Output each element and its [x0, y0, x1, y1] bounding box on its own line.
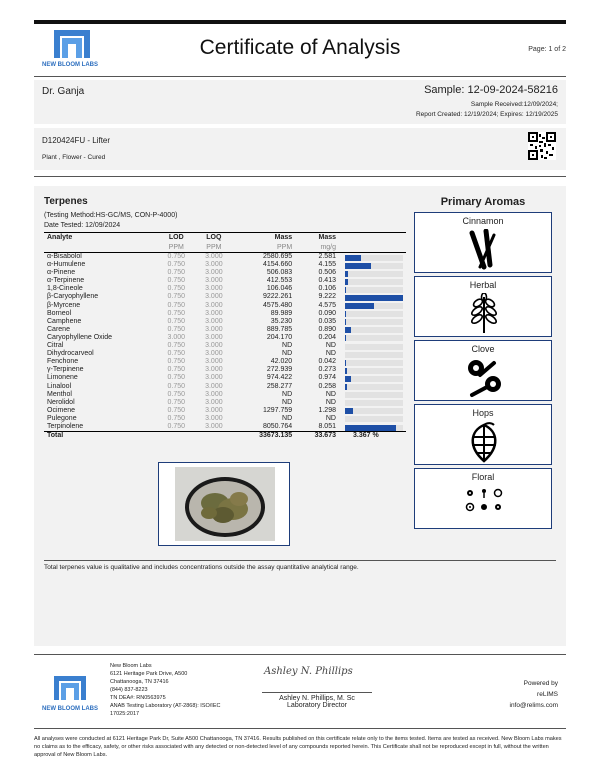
- logo-mark-inner: [62, 38, 82, 58]
- mass-ppm: 1297.759: [262, 406, 293, 414]
- mass-mgg: 0.042: [318, 358, 336, 366]
- mass-ppm: 106.046: [266, 285, 293, 293]
- analyte-name: Pulegone: [47, 414, 77, 422]
- terpene-row: [44, 334, 406, 342]
- lab-line: (844) 837-8223: [110, 687, 148, 693]
- unit-lod: PPM: [157, 243, 195, 253]
- brand-logo: [42, 30, 102, 74]
- mass-ppm: ND: [282, 398, 293, 406]
- loq-value: 3.000: [205, 317, 223, 325]
- analyte-name: Fenchone: [47, 358, 79, 366]
- clove-icon: [464, 357, 504, 399]
- lod-value: 0.750: [167, 422, 186, 430]
- analyte-name: Carene: [47, 325, 70, 333]
- concentration-bar-fill: [345, 287, 346, 293]
- concentration-bar: [345, 408, 403, 414]
- aroma-label: Cinnamon: [462, 216, 504, 226]
- col-analyte: Analyte: [44, 233, 157, 244]
- mass-ppm: 258.277: [266, 382, 293, 390]
- mass-ppm: 4154.660: [262, 261, 293, 269]
- powered-email[interactable]: info@relims.com: [509, 702, 558, 709]
- mass-ppm: 506.083: [266, 269, 293, 277]
- loq-value: 3.000: [205, 333, 223, 341]
- concentration-bar: [345, 416, 403, 422]
- concentration-bar: [345, 352, 403, 358]
- terpene-row: [44, 423, 406, 432]
- brand-name: NEW BLOOM LABS: [42, 62, 98, 68]
- loq-value: 3.000: [205, 293, 223, 301]
- mass-mgg: 4.575: [318, 301, 336, 309]
- concentration-bar-fill: [345, 263, 371, 269]
- loq-value: 3.000: [205, 414, 223, 422]
- analyte-name: γ-Terpinene: [47, 366, 84, 374]
- loq-value: 3.000: [205, 350, 223, 358]
- lod-value: 0.750: [167, 261, 186, 269]
- terpene-row: [44, 269, 406, 277]
- lod-value: 0.750: [167, 366, 186, 374]
- col-mass-mgg: Mass: [295, 233, 339, 244]
- sample-received: Sample Received:12/09/2024;: [470, 101, 558, 108]
- lod-value: 0.750: [167, 285, 186, 293]
- concentration-bar: [345, 287, 403, 293]
- analyte-name: β-Myrcene: [47, 301, 81, 309]
- bar-cell: [339, 383, 406, 391]
- concentration-bar: [345, 279, 403, 285]
- terpene-row: [44, 366, 406, 374]
- mass-ppm: 272.939: [266, 366, 293, 374]
- loq-value: 3.000: [205, 406, 223, 414]
- concentration-bar-fill: [345, 376, 351, 382]
- mass-mgg: 0.204: [318, 333, 336, 341]
- bar-cell: [339, 253, 406, 262]
- product-panel: [34, 128, 566, 170]
- total-ppm: 33673.135: [233, 432, 295, 441]
- lab-line: ANAB Testing Laboratory (AT-2868): ISO/IEC: [110, 703, 221, 709]
- analyte-name: Citral: [47, 342, 64, 350]
- mass-mgg: 0.106: [318, 285, 336, 293]
- lab-line: 6121 Heritage Park Drive, A500: [110, 671, 188, 677]
- analyte-name: Camphene: [47, 317, 82, 325]
- terpene-row: [44, 277, 406, 285]
- terpene-row: [44, 350, 406, 358]
- mass-mgg: 0.506: [318, 269, 336, 277]
- mass-ppm: 2580.695: [262, 253, 293, 260]
- terpene-row: [44, 302, 406, 310]
- analyte-name: Nerolidol: [47, 398, 75, 406]
- lod-value: 0.750: [167, 358, 186, 366]
- bar-cell: [339, 399, 406, 407]
- bar-cell: [339, 342, 406, 350]
- concentration-bar-fill: [345, 368, 347, 374]
- lod-value: 0.750: [167, 317, 186, 325]
- concentration-bar: [345, 303, 403, 309]
- aroma-label: Floral: [471, 472, 495, 482]
- footer-logo-mark-inner: [61, 683, 79, 700]
- terpene-row: [44, 383, 406, 391]
- total-label: Total: [44, 432, 157, 441]
- bar-cell: [339, 277, 406, 285]
- aroma-floral: [414, 468, 552, 529]
- concentration-bar: [345, 376, 403, 382]
- mass-ppm: ND: [282, 390, 293, 398]
- aromas-heading: Primary Aromas: [440, 196, 526, 208]
- analyte-name: α-Terpinene: [47, 277, 85, 285]
- terpene-row: [44, 415, 406, 423]
- loq-value: 3.000: [205, 269, 223, 277]
- bar-cell: [339, 366, 406, 374]
- product-id: D120424FU - Lifter: [42, 136, 111, 145]
- cinnamon-icon: [464, 229, 504, 271]
- lod-value: 0.750: [167, 382, 186, 390]
- concentration-bar: [345, 400, 403, 406]
- bar-cell: [339, 318, 406, 326]
- concentration-bar: [345, 384, 403, 390]
- lab-line: New Bloom Labs: [110, 663, 152, 669]
- lod-value: 0.750: [167, 253, 186, 260]
- herbal-icon: [464, 293, 504, 335]
- concentration-bar: [345, 263, 403, 269]
- lod-value: 0.750: [167, 301, 186, 309]
- qr-code-icon[interactable]: [528, 132, 556, 160]
- bar-cell: [339, 293, 406, 301]
- lod-value: 0.750: [167, 374, 186, 382]
- terpene-row: [44, 310, 406, 318]
- mass-mgg: 0.974: [318, 374, 336, 382]
- signature: Ashley N. Phillips: [264, 666, 353, 677]
- concentration-bar: [345, 392, 403, 398]
- concentration-bar: [345, 327, 403, 333]
- date-tested: Date Tested: 12/09/2024: [44, 222, 121, 229]
- bar-cell: [339, 302, 406, 310]
- bar-cell: [339, 423, 406, 432]
- mass-ppm: 35.230: [270, 317, 293, 325]
- loq-value: 3.000: [205, 253, 223, 260]
- analyte-name: α-Pinene: [47, 269, 76, 277]
- analyte-name: Ocimene: [47, 406, 76, 414]
- bar-cell: [339, 269, 406, 277]
- loq-value: 3.000: [205, 366, 223, 374]
- lod-value: 3.000: [167, 333, 186, 341]
- lod-value: 0.750: [167, 390, 186, 398]
- concentration-bar-fill: [345, 279, 348, 285]
- mass-ppm: ND: [282, 350, 293, 358]
- terpene-row: [44, 391, 406, 399]
- aroma-herbal: [414, 276, 552, 337]
- report-created: Report Created: 12/19/2024; Expires: 12/19/2025: [415, 111, 558, 118]
- footer-brand: NEW BLOOM LABS: [42, 706, 98, 712]
- floral-icon: [464, 485, 504, 523]
- bar-cell: [339, 350, 406, 358]
- lab-address: [110, 662, 220, 718]
- concentration-bar: [345, 319, 403, 325]
- concentration-bar: [345, 368, 403, 374]
- sample-dates: [416, 100, 558, 120]
- client-panel: [34, 80, 566, 124]
- lod-value: 0.750: [167, 342, 186, 350]
- aroma-label: Hops: [472, 408, 494, 418]
- footer-logo: [42, 676, 102, 716]
- loq-value: 3.000: [205, 325, 223, 333]
- concentration-bar: [345, 344, 403, 350]
- powered-by: [510, 678, 559, 711]
- concentration-bar: [345, 425, 403, 431]
- sample-photo-frame: [158, 462, 290, 546]
- lab-line: 17025:2017: [110, 711, 140, 717]
- loq-value: 3.000: [205, 422, 223, 430]
- total-mgg: 33.673: [295, 432, 339, 441]
- loq-value: 3.000: [205, 374, 223, 382]
- bar-cell: [339, 285, 406, 293]
- page-title: Certificate of Analysis: [199, 36, 401, 59]
- bar-cell: [339, 310, 406, 318]
- analyte-name: Caryophyllene Oxide: [47, 333, 112, 341]
- unit-analyte: [44, 243, 157, 253]
- concentration-bar-fill: [345, 327, 351, 333]
- mass-mgg: ND: [325, 398, 336, 406]
- col-mass-ppm: Mass: [233, 233, 295, 244]
- lab-line: TN DEA#: RN0563975: [110, 695, 166, 701]
- mass-mgg: ND: [325, 342, 336, 350]
- lod-value: 0.750: [167, 406, 186, 414]
- loq-value: 3.000: [205, 398, 223, 406]
- mass-ppm: 42.020: [270, 358, 293, 366]
- sample-id: Sample: 12-09-2024-58216: [424, 84, 558, 96]
- disclaimer: All analyses were conducted at 6121 Heritage Park Dr, Suite A500 Chattanooga, TN 37416. Results published on this certificate relate only to the items tested. Items are tested as received. New Bloom Labs makes no claims as to the efficacy, safety, or other risks associated with any detected or non-detected level of any compounds reported herein. This Certificate shall not be reproduced except in full, without the written approval of New Bloom Labs.: [34, 728, 566, 759]
- mass-ppm: 89.989: [270, 309, 293, 317]
- mass-mgg: 0.258: [318, 382, 336, 390]
- lod-value: 0.750: [167, 350, 186, 358]
- concentration-bar-fill: [345, 311, 346, 317]
- header-divider: [34, 76, 566, 77]
- mass-mgg: 0.413: [318, 277, 336, 285]
- aroma-label: Herbal: [469, 280, 497, 290]
- bar-cell: [339, 261, 406, 269]
- mass-mgg: 2.581: [318, 253, 336, 260]
- footnote: Total terpenes value is qualitative and includes concentrations outside the assay quantitative analytical range.: [44, 560, 556, 571]
- mass-ppm: ND: [282, 342, 293, 350]
- client-name: Dr. Ganja: [42, 86, 85, 97]
- testing-method: (Testing Method:HS-GC/MS, CON-P-4000): [44, 212, 178, 219]
- page-number: Page: 1 of 2: [528, 46, 566, 53]
- lab-line: Chattanooga, TN 37416: [110, 679, 169, 685]
- signer-role: Laboratory Director: [287, 702, 347, 709]
- col-lod: LOD: [157, 233, 195, 244]
- terpenes-heading: Terpenes: [44, 196, 88, 207]
- aroma-cinnamon: [414, 212, 552, 273]
- mass-mgg: 0.035: [318, 317, 336, 325]
- mass-ppm: 4575.480: [262, 301, 293, 309]
- col-loq: LOQ: [195, 233, 233, 244]
- concentration-bar: [345, 295, 403, 301]
- lod-value: 0.750: [167, 293, 186, 301]
- mass-mgg: 0.890: [318, 325, 336, 333]
- mass-mgg: ND: [325, 414, 336, 422]
- sample-photo: [175, 467, 275, 541]
- mass-ppm: 412.553: [266, 277, 293, 285]
- unit-ppm: PPM: [233, 243, 295, 253]
- bar-cell: [339, 374, 406, 382]
- terpene-row: [44, 399, 406, 407]
- concentration-bar-fill: [345, 295, 403, 301]
- unit-mgg: mg/g: [295, 243, 339, 253]
- terpenes-table: [44, 232, 406, 440]
- col-bar: [339, 233, 406, 244]
- top-rule: [34, 20, 566, 24]
- mass-mgg: 1.298: [318, 406, 336, 414]
- bar-cell: [339, 358, 406, 366]
- concentration-bar-fill: [345, 303, 374, 309]
- loq-value: 3.000: [205, 390, 223, 398]
- terpene-row: [44, 253, 406, 262]
- terpene-row: [44, 293, 406, 301]
- unit-loq: PPM: [195, 243, 233, 253]
- terpene-row: [44, 407, 406, 415]
- analyte-name: Terpinolene: [47, 422, 84, 430]
- mass-ppm: 204.170: [266, 333, 293, 341]
- product-divider: [34, 176, 566, 177]
- bar-cell: [339, 407, 406, 415]
- terpene-row: [44, 358, 406, 366]
- terpene-row: [44, 342, 406, 350]
- loq-value: 3.000: [205, 382, 223, 390]
- bar-cell: [339, 391, 406, 399]
- lod-value: 0.750: [167, 269, 186, 277]
- product-type: Plant , Flower - Cured: [42, 154, 106, 161]
- concentration-bar: [345, 360, 403, 366]
- mass-ppm: 974.422: [266, 374, 293, 382]
- analyte-name: Limonene: [47, 374, 78, 382]
- mass-mgg: 8.051: [318, 422, 336, 430]
- total-percent: 3.367 %: [339, 432, 406, 441]
- mass-ppm: ND: [282, 414, 293, 422]
- terpene-row: [44, 261, 406, 269]
- loq-value: 3.000: [205, 261, 223, 269]
- loq-value: 3.000: [205, 277, 223, 285]
- lod-value: 0.750: [167, 309, 186, 317]
- concentration-bar: [345, 311, 403, 317]
- analyte-name: Borneol: [47, 309, 72, 317]
- lod-value: 0.750: [167, 414, 186, 422]
- concentration-bar-fill: [345, 271, 348, 277]
- hops-icon: [464, 421, 504, 463]
- concentration-bar-fill: [345, 408, 353, 414]
- lod-value: 0.750: [167, 277, 186, 285]
- total-row: [44, 432, 406, 441]
- mass-mgg: 4.155: [318, 261, 336, 269]
- loq-value: 3.000: [205, 342, 223, 350]
- loq-value: 3.000: [205, 285, 223, 293]
- terpene-row: [44, 285, 406, 293]
- loq-value: 3.000: [205, 358, 223, 366]
- aroma-clove: [414, 340, 552, 401]
- mass-mgg: ND: [325, 390, 336, 398]
- concentration-bar: [345, 335, 403, 341]
- signer-name: Ashley N. Phillips, M. Sc: [262, 692, 372, 702]
- mass-mgg: ND: [325, 350, 336, 358]
- powered-vendor: reLIMS: [537, 691, 558, 698]
- footer-divider: [34, 654, 566, 655]
- concentration-bar-fill: [345, 335, 346, 341]
- lod-value: 0.750: [167, 325, 186, 333]
- terpene-row: [44, 326, 406, 334]
- analyte-name: Menthol: [47, 390, 72, 398]
- concentration-bar-fill: [345, 425, 396, 431]
- mass-ppm: 9222.261: [262, 293, 293, 301]
- mass-mgg: 0.090: [318, 309, 336, 317]
- mass-ppm: 8050.764: [262, 422, 293, 430]
- mass-mgg: 0.273: [318, 366, 336, 374]
- concentration-bar: [345, 255, 403, 261]
- concentration-bar-fill: [345, 255, 361, 261]
- unit-bar: [339, 243, 406, 253]
- powered-label: Powered by: [523, 680, 558, 687]
- loq-value: 3.000: [205, 301, 223, 309]
- bar-cell: [339, 334, 406, 342]
- bar-cell: [339, 326, 406, 334]
- aroma-hops: [414, 404, 552, 465]
- aroma-label: Clove: [471, 344, 495, 354]
- concentration-bar-fill: [345, 384, 347, 390]
- loq-value: 3.000: [205, 309, 223, 317]
- bar-cell: [339, 415, 406, 423]
- lab-footer: [34, 662, 566, 722]
- concentration-bar: [345, 271, 403, 277]
- mass-ppm: 889.785: [266, 325, 293, 333]
- analyte-name: α-Bisabolol: [47, 253, 82, 260]
- analyte-name: Linalool: [47, 382, 72, 390]
- analyte-name: β-Caryophyllene: [47, 293, 99, 301]
- analyte-name: 1,8-Cineole: [47, 285, 83, 293]
- analyte-name: Dihydrocarveol: [47, 350, 94, 358]
- terpene-row: [44, 318, 406, 326]
- mass-mgg: 9.222: [318, 293, 336, 301]
- analyte-name: α-Humulene: [47, 261, 86, 269]
- lod-value: 0.750: [167, 398, 186, 406]
- terpene-row: [44, 374, 406, 382]
